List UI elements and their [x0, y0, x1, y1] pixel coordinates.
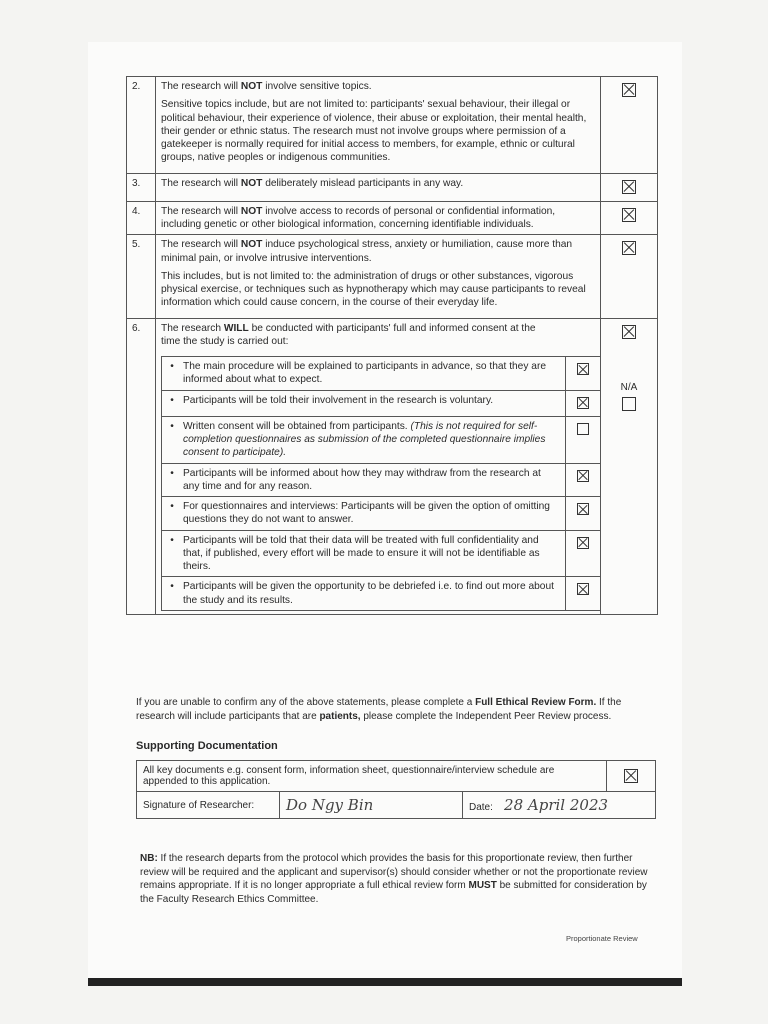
bullet-row: • The main procedure will be explained to participants in advance, so that they are informed about what to expect.: [162, 357, 601, 391]
item-4-row: [127, 201, 658, 235]
item-5-row: [127, 235, 658, 318]
declaration-table: [126, 76, 658, 615]
bullet-checkbox[interactable]: [577, 397, 589, 409]
consent-bullets: [161, 356, 600, 611]
item-number: 6.: [127, 318, 156, 614]
bullet-checkbox[interactable]: [577, 423, 589, 435]
bullet-row: • Participants will be told their involvement in the research is voluntary.: [162, 390, 601, 416]
bullet-row: • Participants will be informed about how they may withdraw from the research at any time and for any reason.: [162, 463, 601, 497]
signature-label: Signature of Researcher:: [137, 792, 280, 819]
item-2-row: [127, 77, 658, 174]
item-text: The research will NOT involve sensitive topics. Sensitive topics include, but are not limited to: participants' sexual behaviour, their illegal or political behaviour, their experience of violence, their abuse or exploitation, their mental health, their gender or ethnic status. The research must not involve groups where permission of a gatekeeper is normally required for initial access to members, for example, ethnic or cultural groups, native peoples or indigenous communities.: [156, 77, 601, 174]
supporting-docs-table: [136, 760, 656, 819]
item-number: 4.: [127, 201, 156, 235]
docs-checkbox[interactable]: [624, 769, 638, 783]
item-detail: This includes, but is not limited to: the administration of drugs or other substances, vigorous physical exercise, or techniques such as hypnotherapy which may cause participants to reveal information which could cause concern, in the course of their everyday life.: [161, 270, 586, 309]
bullet-checkbox[interactable]: [577, 583, 589, 595]
bullet-text: Written consent will be obtained from participants.: [183, 420, 408, 432]
instructions-text: If you are unable to confirm any of the above statements, please complete a Full Ethical Review Form. If the research will include participants that are patients, please complete the Independent Peer Review process.: [136, 697, 622, 722]
bullet-text: Participants will be informed about how they may withdraw from the research at any time and for any reason.: [183, 467, 541, 492]
item-6-checkbox[interactable]: [622, 325, 636, 339]
paper-edge: [88, 978, 682, 986]
bullet-checkbox[interactable]: [577, 537, 589, 549]
bullet-checkbox[interactable]: [577, 470, 589, 482]
bullet-checkbox[interactable]: [577, 503, 589, 515]
bullet-row: • For questionnaires and interviews: Participants will be given the option of omitting questions they do not want to answer.: [162, 497, 601, 531]
bullet-row: • Participants will be given the opportunity to be debriefed i.e. to find out more about the study and its results.: [162, 577, 601, 611]
nb-note: NB: If the research departs from the protocol which provides the basis for this proportionate review, then further review will be required and the applicant and supervisor(s) should consider whether or not the proportionate review remains appropriate. If it is no longer appropriate a full ethical review form MUST be submitted for consideration by the Faculty Research Ethics Committee.: [140, 853, 648, 905]
footer-label: Proportionate Review: [566, 934, 638, 943]
bullet-text: For questionnaires and interviews: Participants will be given the option of omitting questions they do not want to answer.: [183, 501, 550, 526]
docs-row: [137, 761, 656, 792]
item-5-checkbox[interactable]: [622, 241, 636, 255]
item-6-row: [127, 318, 658, 614]
docs-text: All key documents e.g. consent form, information sheet, questionnaire/interview schedule are appended to this application.: [137, 761, 607, 792]
na-label: N/A: [620, 381, 638, 393]
item-text: The research WILL be conducted with participants' full and informed consent at the time the study is carried out: • The main procedure will be explained to participants in advance, so that they are informed about what to expect. • Participants will be told their involvement in the research is voluntary. • Written consent will be obtained from participants. (This is not required for self-completion questionnaires as submission of the completed questionnaire implies consent to participate). • Participants will be informed about how they may withdraw from the research at any time and for any reason. • For questionnaires and interviews: Participants will be given the option of omitting questions they do not want to answer. • Participants will be told that their data will be treated with full confidentiality and that, if published, every effort will be made to ensure it will not be identifiable as theirs. • Participants will be given the opportunity to be debriefed i.e. to find out more about the study and its results.: [156, 318, 601, 614]
date-value: 28 April 2023: [504, 796, 609, 814]
bullet-checkbox[interactable]: [577, 363, 589, 375]
item-3-checkbox[interactable]: [622, 180, 636, 194]
signature: Do Ngy Bin: [280, 792, 463, 819]
item-3-row: [127, 173, 658, 201]
item-number: 3.: [127, 173, 156, 201]
bullet-note: (This is not required for self-completion questionnaires as submission of the completed questionnaire implies consent to participate).: [183, 420, 546, 459]
item-text: The research will NOT deliberately mislead participants in any way.: [156, 173, 601, 201]
signature-row: [137, 792, 656, 819]
item-2-checkbox[interactable]: [622, 83, 636, 97]
bullet-row: • Written consent will be obtained from participants. (This is not required for self-completion questionnaires as submission of the completed questionnaire implies consent to participate).: [162, 416, 601, 463]
date-label: Date:: [469, 802, 493, 813]
item-number: 5.: [127, 235, 156, 318]
item-4-checkbox[interactable]: [622, 208, 636, 222]
bullet-text: Participants will be given the opportunity to be debriefed i.e. to find out more about the study and its results.: [183, 581, 554, 606]
bullet-text: The main procedure will be explained to participants in advance, so that they are informed about what to expect.: [183, 361, 546, 386]
bullet-row: • Participants will be told that their data will be treated with full confidentiality and that, if published, every effort will be made to ensure it will not be identifiable as theirs.: [162, 530, 601, 577]
item-number: 2.: [127, 77, 156, 174]
bullet-text: Participants will be told that their data will be treated with full confidentiality and that, if published, every effort will be made to ensure it will not be identifiable as theirs.: [183, 534, 540, 572]
item-text: The research will NOT involve access to records of personal or confidential information, including genetic or other biological information, concerning identifiable individuals.: [156, 201, 601, 235]
item-text: The research will NOT induce psychological stress, anxiety or humiliation, cause more than minimal pain, or involve intrusive interventions. This includes, but is not limited to: the administration of drugs or other substances, vigorous physical exercise, or techniques such as hypnotherapy which may cause participants to reveal information which could cause concern, in the course of their everyday life.: [156, 235, 601, 318]
bullet-text: Participants will be told their involvement in the research is voluntary.: [183, 394, 494, 406]
item-detail: Sensitive topics include, but are not limited to: participants' sexual behaviour, their illegal or political behaviour, their experience of violence, their abuse or exploitation, their mental health, their gender or ethnic status. The research must not involve groups where permission of a gatekeeper is normally required for initial access to members, for example, ethnic or cultural groups, native peoples or indigenous communities.: [161, 99, 587, 164]
section-title: Supporting Documentation: [136, 740, 278, 752]
na-checkbox[interactable]: [622, 397, 636, 411]
